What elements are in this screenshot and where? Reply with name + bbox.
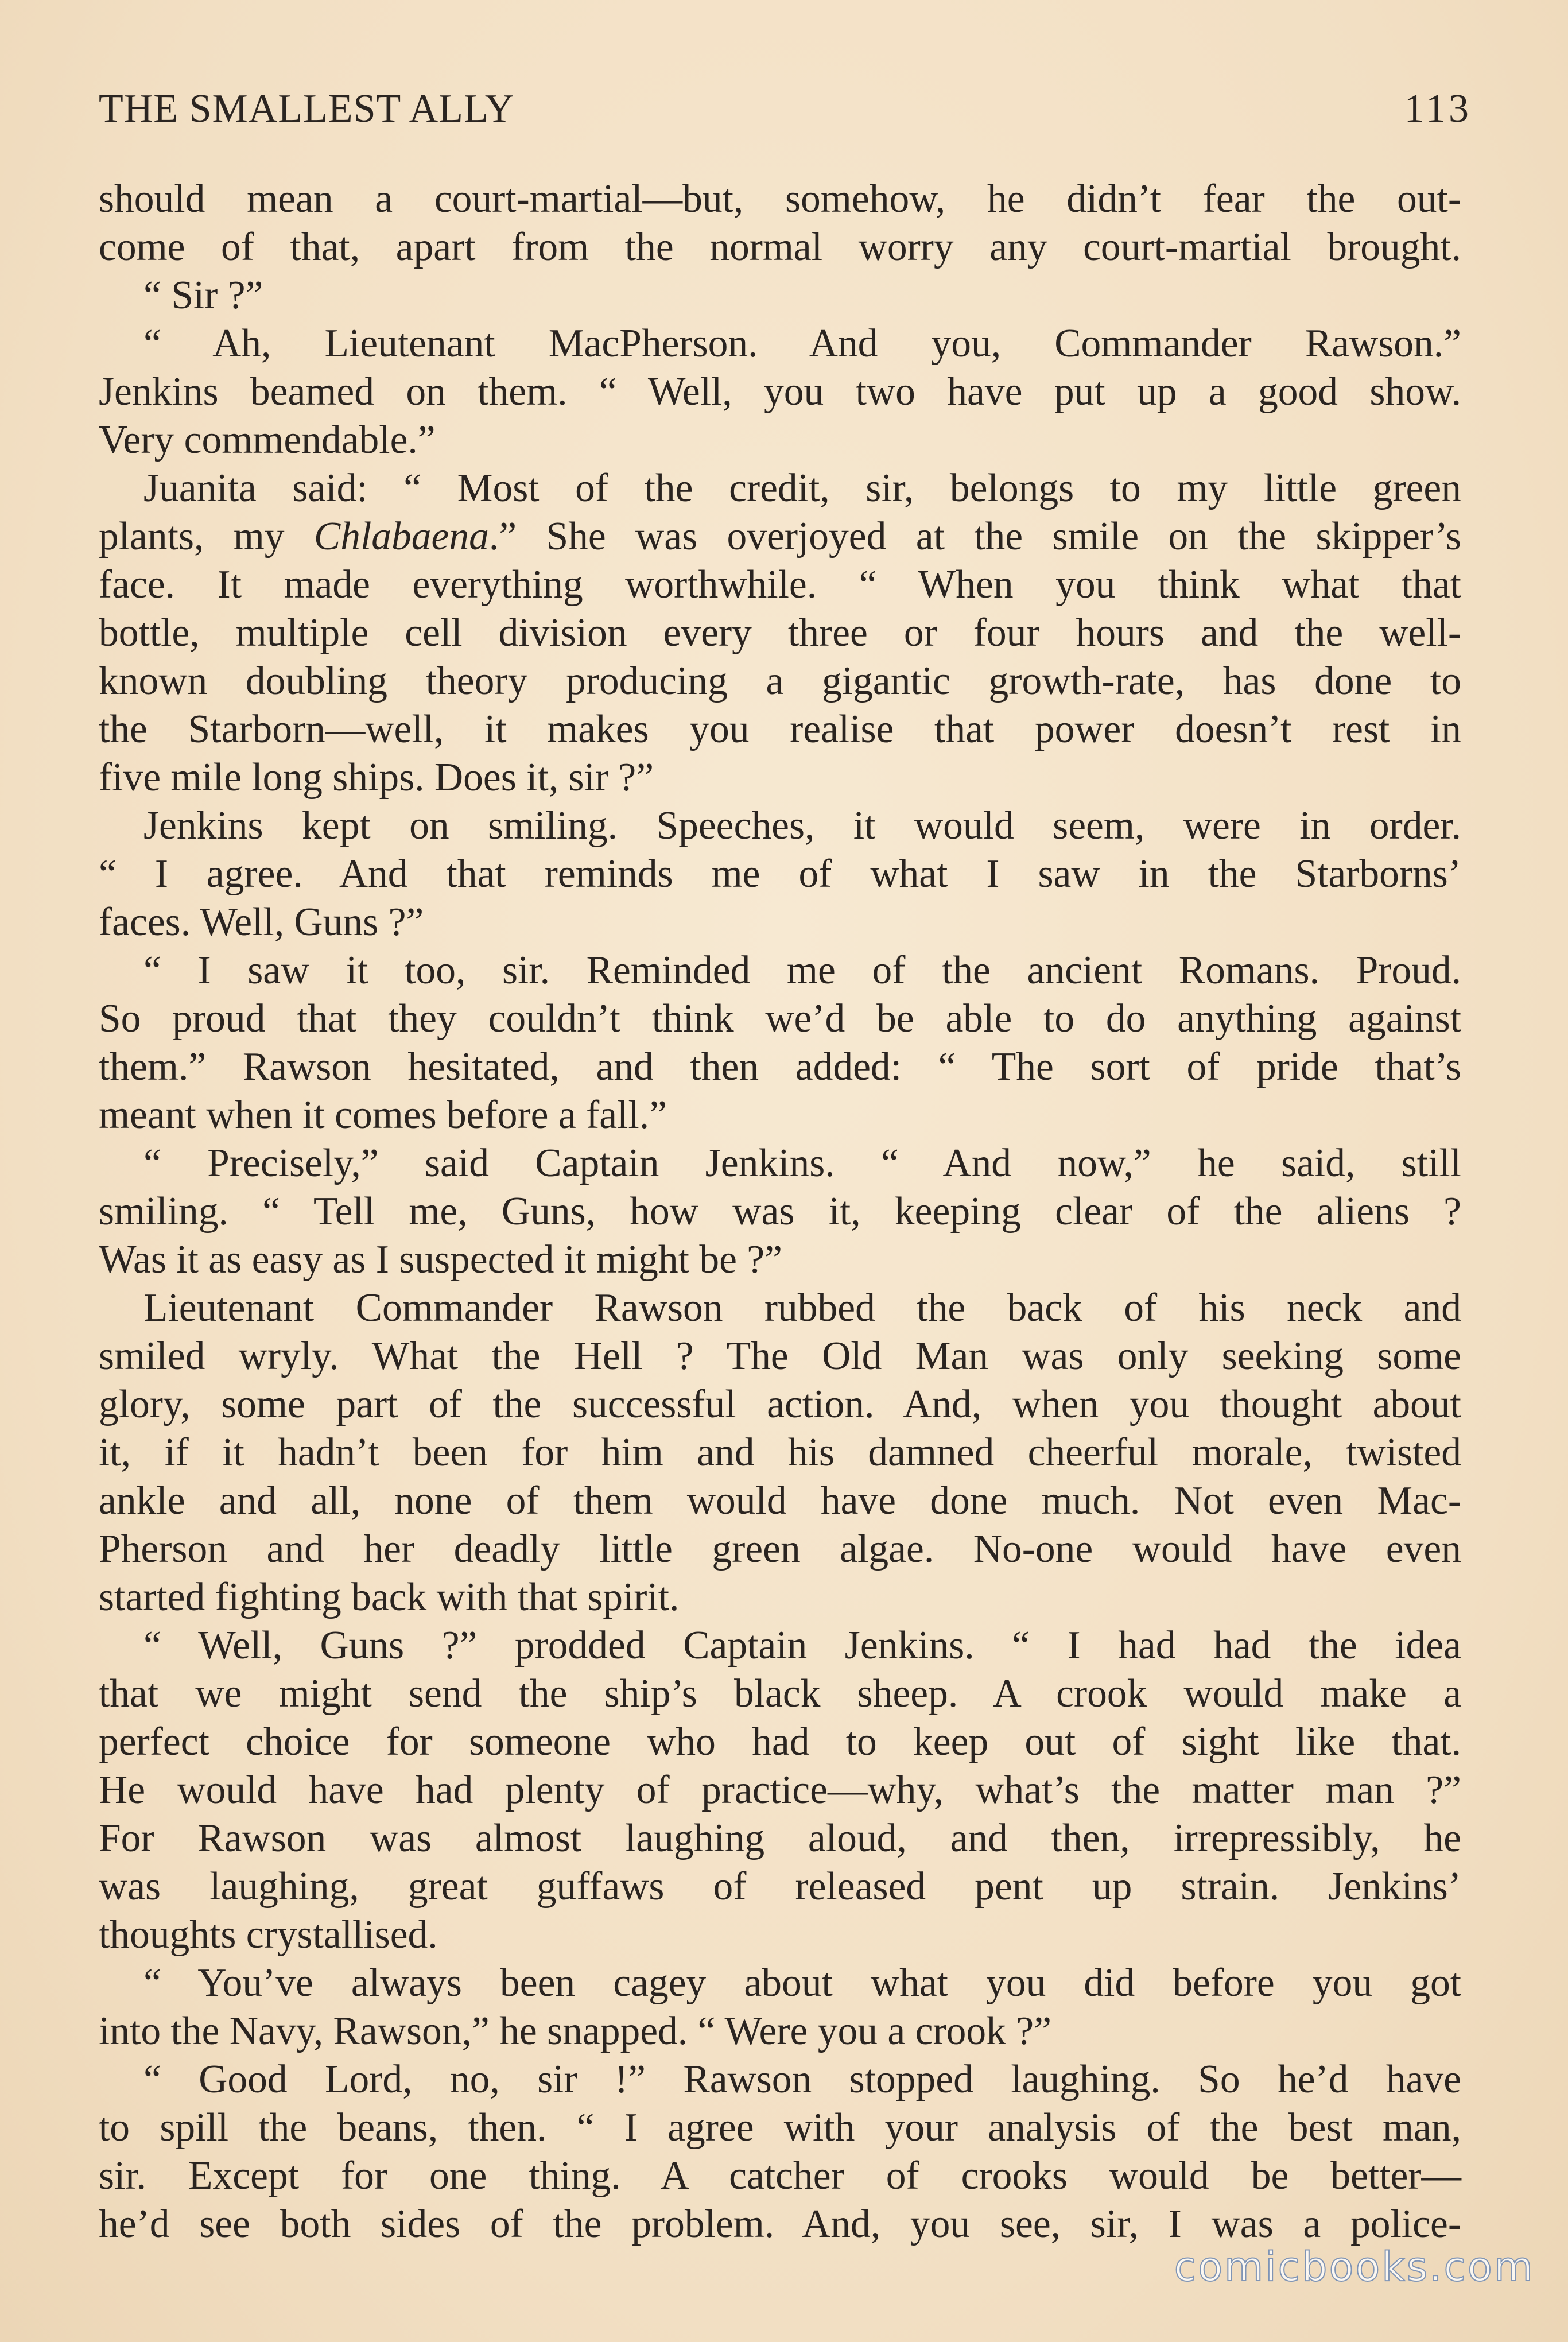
text-line: into the Navy, Rawson,” he snapped. “ Were you a crook ?” [99, 2009, 1051, 2053]
text-line: “ I saw it too, sir. Reminded me of the ancient Romans. Proud. [143, 948, 1461, 992]
text-line: “ Good Lord, no, sir !” Rawson stopped laughing. So he’d have [143, 2057, 1461, 2101]
text-line: come of that, apart from the normal worry any court-martial brought. [99, 225, 1461, 269]
body-text [99, 175, 1461, 2248]
site-watermark: comicbooks.com [1174, 2243, 1535, 2290]
text-line: known doubling theory producing a gigantic growth-rate, has done to [99, 659, 1461, 703]
text-line: should mean a court-martial—but, somehow, he didn’t fear the out- [99, 177, 1461, 221]
page-header [99, 86, 1472, 132]
text-line: Jenkins kept on smiling. Speeches, it would seem, were in order. [143, 804, 1461, 848]
italic-term: Chlabaena [313, 514, 489, 559]
text-line: “ Precisely,” said Captain Jenkins. “ And now,” he said, still [143, 1141, 1461, 1185]
text-line: ankle and all, none of them would have done much. Not even Mac- [99, 1479, 1461, 1523]
text-line: it, if it hadn’t been for him and his damned cheerful morale, twisted [99, 1430, 1461, 1475]
text-line: meant when it comes before a fall.” [99, 1093, 667, 1137]
text-line: to spill the beans, then. “ I agree with your analysis of the best man, [99, 2106, 1461, 2150]
text-line: face. It made everything worthwhile. “ When you think what that [99, 563, 1461, 607]
text-line: “ You’ve always been cagey about what you did before you got [143, 1961, 1461, 2005]
text-line: was laughing, great guffaws of released pent up strain. Jenkins’ [99, 1864, 1461, 1909]
text-line: He would have had plenty of practice—why, what’s the matter man ?” [99, 1768, 1461, 1812]
text-line: Very commendable.” [99, 418, 436, 462]
text-line: faces. Well, Guns ?” [99, 900, 424, 944]
text-line: five mile long ships. Does it, sir ?” [99, 755, 654, 800]
text-line: thoughts crystallised. [99, 1913, 438, 1957]
text-line: glory, some part of the successful action. And, when you thought about [99, 1382, 1461, 1426]
text-line: he’d see both sides of the problem. And, you see, sir, I was a police- [99, 2202, 1461, 2246]
text-line: plants, my Chlabaena.” She was overjoyed at the smile on the skipper’s [99, 514, 1462, 559]
text-line: perfect choice for someone who had to keep out of sight like that. [99, 1720, 1461, 1764]
page-number: 113 [1404, 87, 1472, 131]
text-line: “ Well, Guns ?” prodded Captain Jenkins. “ I had had the idea [143, 1623, 1461, 1668]
text-line: them.” Rawson hesitated, and then added: “ The sort of pride that’s [99, 1045, 1461, 1089]
text-line: Was it as easy as I suspected it might be ?” [99, 1238, 783, 1282]
text-line: the Starborn—well, it makes you realise that power doesn’t rest in [99, 707, 1461, 751]
text-line: So proud that they couldn’t think we’d be able to do anything against [99, 996, 1461, 1041]
text-line: “ Sir ?” [143, 273, 263, 317]
text-line: started fighting back with that spirit. [99, 1575, 680, 1619]
text-line: Jenkins beamed on them. “ Well, you two have put up a good show. [99, 370, 1461, 414]
text-line: smiled wryly. What the Hell ? The Old Man was only seeking some [99, 1334, 1461, 1378]
text-line: Juanita said: “ Most of the credit, sir, belongs to my little green [143, 466, 1461, 510]
running-title: THE SMALLEST ALLY [99, 87, 515, 131]
text-line: sir. Except for one thing. A catcher of crooks would be better— [99, 2154, 1461, 2198]
text-line: “ I agree. And that reminds me of what I saw in the Starborns’ [99, 852, 1461, 896]
text-line: Pherson and her deadly little green algae. No-one would have even [99, 1527, 1461, 1571]
text-line: smiling. “ Tell me, Guns, how was it, keeping clear of the aliens ? [99, 1189, 1461, 1234]
text-line: Lieutenant Commander Rawson rubbed the back of his neck and [143, 1286, 1461, 1330]
text-line: bottle, multiple cell division every three or four hours and the well- [99, 611, 1461, 655]
text-line: For Rawson was almost laughing aloud, and then, irrepressibly, he [99, 1816, 1461, 1860]
text-line: “ Ah, Lieutenant MacPherson. And you, Commander Rawson.” [143, 321, 1461, 366]
text-line: that we might send the ship’s black sheep. A crook would make a [99, 1672, 1461, 1716]
